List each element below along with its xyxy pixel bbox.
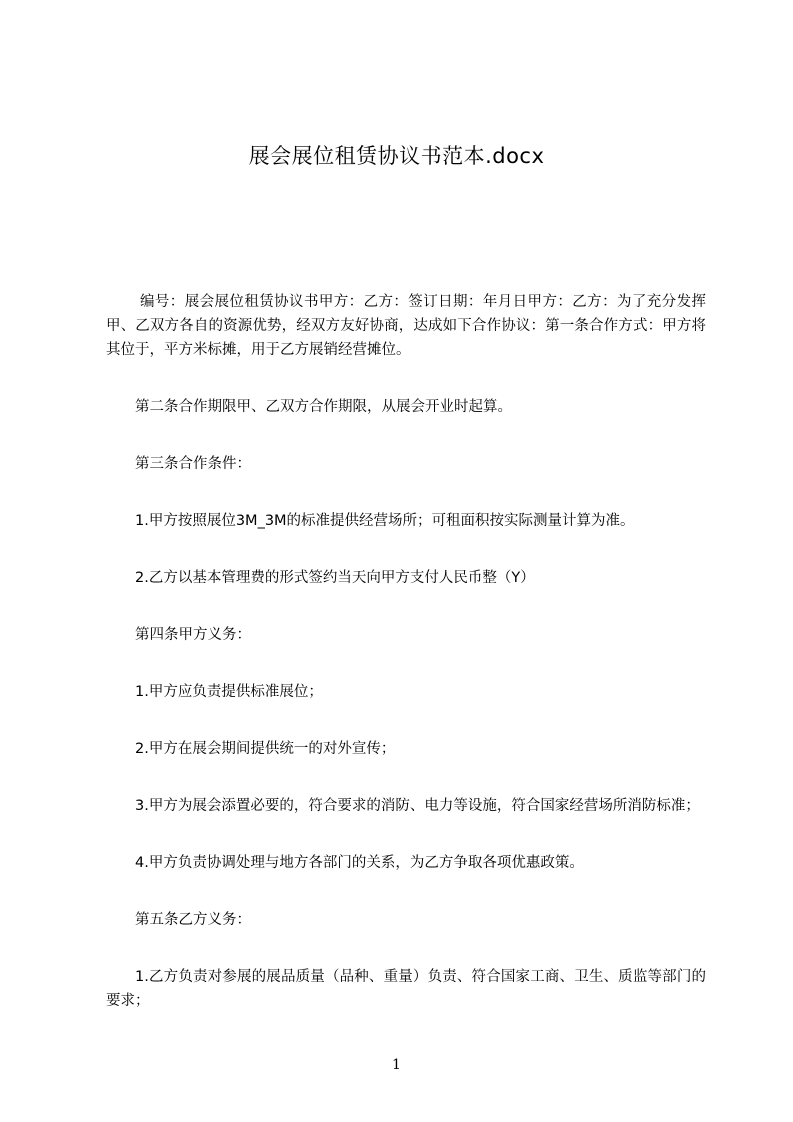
document-body [106, 290, 706, 1046]
paragraph-article-4-item-1: 1.甲方应负责提供标准展位； [135, 684, 323, 700]
paragraph-article-2: 第二条合作期限甲、乙双方合作期限，从展会开业时起算。 [135, 399, 512, 415]
paragraph-article-5-heading: 第五条乙方义务： [135, 912, 251, 928]
paragraph-article-5-item-1: 1.乙方负责对参展的展品质量（品种、重量）负责、符合国家工商、卫生、质监等部门的要求； [106, 969, 706, 1009]
paragraph-intro: 编号：展会展位租赁协议书甲方：乙方：签订日期：年月日甲方：乙方：为了充分发挥甲、乙双方各自的资源优势，经双方友好协商，达成如下合作协议：第一条合作方式：甲方将其位于，平方米标摊，用于乙方展销经营摊位。 [106, 294, 706, 358]
paragraph-article-4-item-3: 3.甲方为展会添置必要的，符合要求的消防、电力等设施，符合国家经营场所消防标准； [135, 798, 700, 814]
page-number: 1 [392, 1057, 401, 1073]
document-title: 展会展位租赁协议书范本.docx [248, 144, 545, 168]
paragraph-article-4-heading: 第四条甲方义务： [135, 627, 251, 643]
paragraph-article-3-item-2: 2.乙方以基本管理费的形式签约当天向甲方支付人民币整（Y） [135, 570, 535, 586]
paragraph-article-4-item-4: 4.甲方负责协调处理与地方各部门的关系，为乙方争取各项优惠政策。 [135, 855, 584, 871]
paragraph-article-4-item-2: 2.甲方在展会期间提供统一的对外宣传； [135, 741, 396, 757]
paragraph-article-3-item-1: 1.甲方按照展位3M_3M的标准提供经营场所；可租面积按实际测量计算为准。 [135, 513, 635, 529]
paragraph-article-3-heading: 第三条合作条件： [135, 456, 251, 472]
